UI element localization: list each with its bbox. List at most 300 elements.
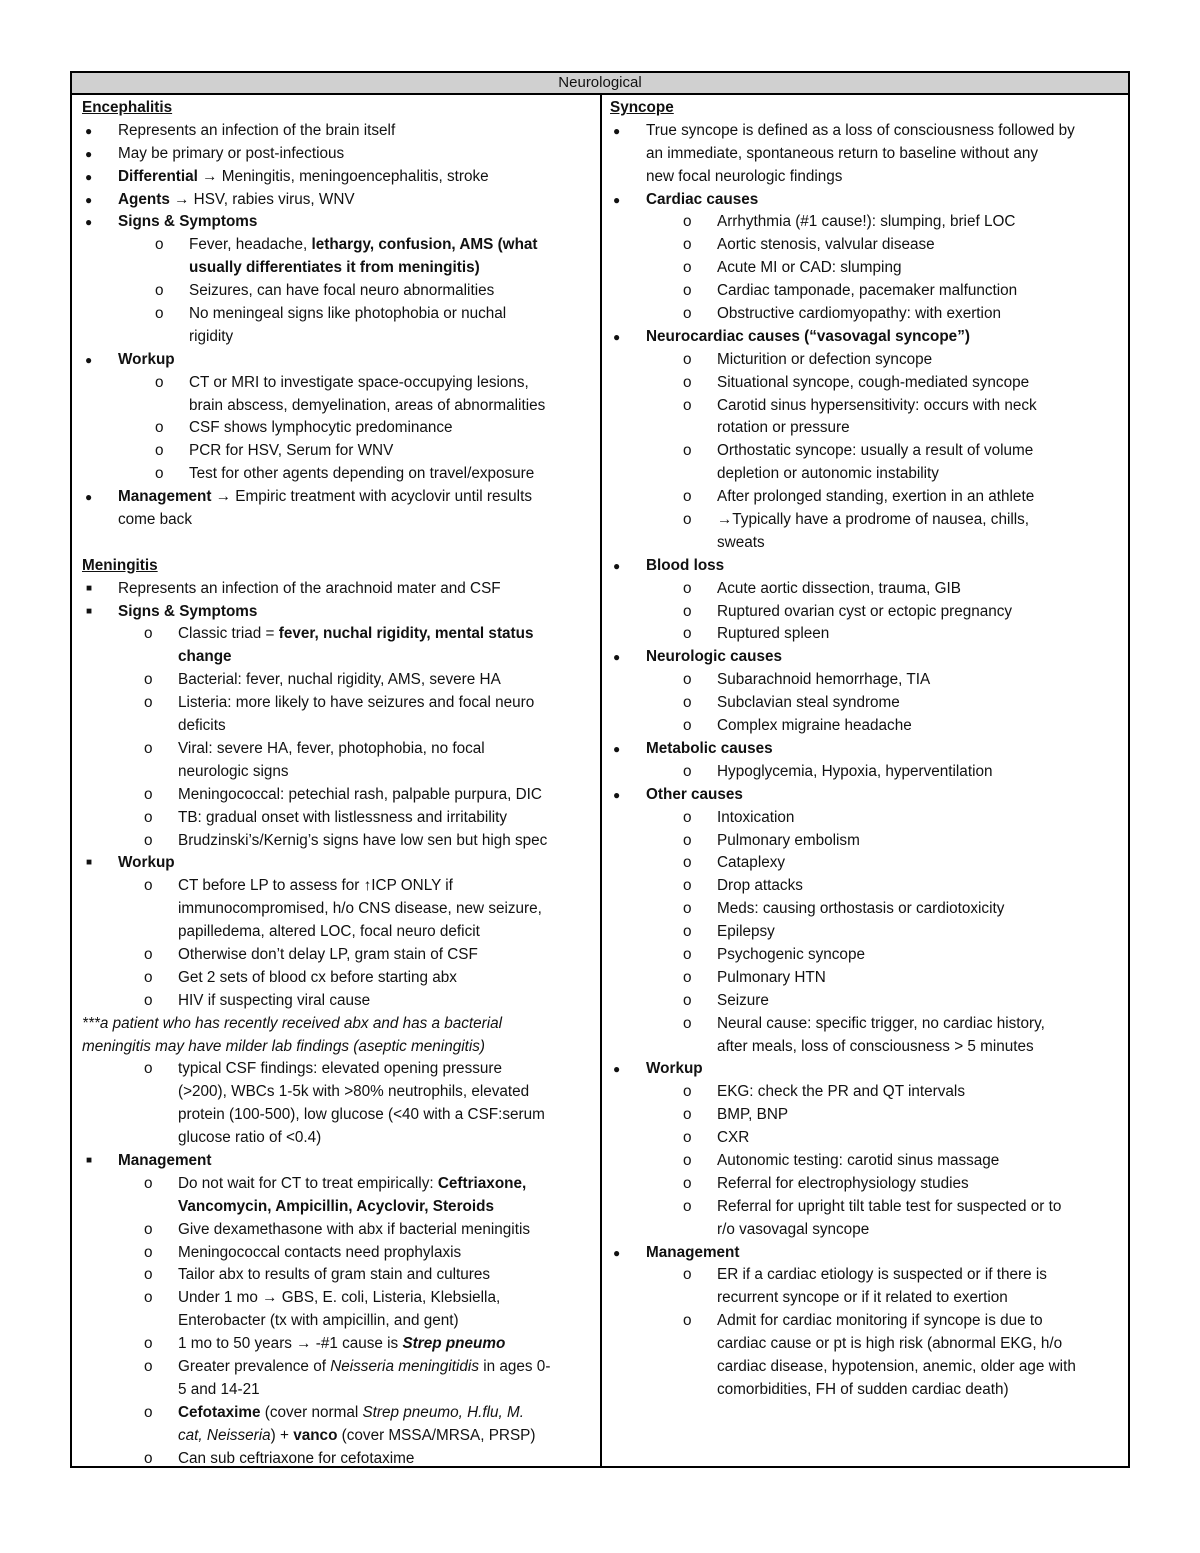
sub-bullet-icon: o — [144, 694, 153, 712]
line-text: 1 mo to 50 years → -#1 cause is — [178, 1335, 403, 1353]
sub-bullet-icon: o — [683, 213, 692, 231]
sub-bullet-icon: o — [683, 1197, 692, 1215]
sub-bullet-item — [82, 692, 594, 715]
line-text: Subclavian steal syndrome — [717, 694, 900, 712]
line-text: Strep pneumo, H.flu, M. — [362, 1403, 525, 1421]
bullet-icon: ● — [85, 146, 93, 161]
note-line — [82, 1013, 594, 1036]
line-text: Meds: causing orthostasis or cardiotoxicity — [717, 900, 1005, 918]
sub-bullet-item — [82, 280, 594, 303]
section-heading-text: Meningitis — [82, 556, 158, 574]
line-text: come back — [118, 511, 192, 529]
bullet-item — [82, 189, 594, 212]
line-text: Pulmonary embolism — [717, 831, 860, 849]
sub-bullet-item — [610, 280, 1122, 303]
line-text: Complex migraine headache — [717, 717, 912, 735]
line-text: depletion or autonomic instability — [717, 465, 939, 483]
line-text: Orthostatic syncope: usually a result of volume — [717, 442, 1034, 460]
sub-bullet-icon: o — [683, 1266, 692, 1284]
sub-bullet-icon: o — [144, 671, 153, 689]
sub-bullet-icon: o — [683, 671, 692, 689]
line-text: Test for other agents depending on travel/exposure — [189, 465, 535, 483]
sub-bullet-continuation — [610, 1356, 1122, 1379]
sub-bullet-item — [610, 944, 1122, 967]
line-text: Micturition or defection syncope — [717, 350, 933, 368]
line-text: Bacterial: fever, nuchal rigidity, AMS, severe HA — [178, 671, 501, 689]
sub-bullet-icon: o — [683, 694, 692, 712]
bullet-icon: ● — [85, 169, 93, 184]
sub-bullet-item — [82, 1219, 594, 1242]
line-text: Workup — [118, 854, 175, 872]
line-text: Can sub ceftriaxone for cefotaxime — [178, 1449, 415, 1466]
bullet-item — [82, 486, 594, 509]
sub-bullet-icon: o — [155, 373, 164, 391]
sub-bullet-icon: o — [683, 305, 692, 323]
line-text: Neurologic causes — [646, 648, 783, 666]
bullet-icon: ● — [613, 329, 621, 344]
section-heading-text: Encephalitis — [82, 99, 173, 116]
line-text: Intoxication — [717, 808, 795, 826]
line-text: in ages 0- — [478, 1357, 551, 1375]
sub-bullet-icon: o — [683, 808, 692, 826]
square-bullet-icon: ■ — [86, 582, 93, 594]
sub-bullet-icon: o — [683, 968, 692, 986]
line-text: Listeria: more likely to have seizures and focal neuro — [178, 694, 535, 712]
sub-bullet-item — [610, 623, 1122, 646]
line-text: vanco — [293, 1426, 338, 1444]
sub-bullet-continuation — [610, 463, 1122, 486]
sub-bullet-icon: o — [144, 1060, 153, 1078]
sub-bullet-item — [610, 1264, 1122, 1287]
line-text: Seizures, can have focal neuro abnormalities — [189, 282, 495, 300]
bullet-icon: ● — [613, 1062, 621, 1077]
bullet-icon: ● — [613, 650, 621, 665]
sub-bullet-continuation — [610, 1287, 1122, 1310]
sub-bullet-item — [610, 761, 1122, 784]
section-heading — [610, 97, 1122, 120]
bullet-icon: ● — [613, 123, 621, 138]
line-text: Epilepsy — [717, 923, 775, 941]
sub-bullet-icon: o — [683, 900, 692, 918]
sub-bullet-icon: o — [683, 831, 692, 849]
sub-bullet-item — [82, 738, 594, 761]
sub-bullet-item — [610, 234, 1122, 257]
line-text: recurrent syncope or if it related to exertion — [717, 1289, 1008, 1307]
sub-bullet-continuation — [610, 1219, 1122, 1242]
line-text: Represents an infection of the arachnoid mater and CSF — [118, 579, 501, 597]
line-text: Tailor abx to results of gram stain and cultures — [178, 1266, 491, 1284]
line-text: ER if a cardiac etiology is suspected or if there is — [717, 1266, 1047, 1284]
line-text: Obstructive cardiomyopathy: with exertion — [717, 305, 1001, 323]
line-text: Cardiac causes — [646, 190, 759, 208]
line-text: protein (100-500), low glucose (<40 with a CSF:serum — [178, 1106, 545, 1124]
line-text: Fever, headache, — [189, 236, 312, 254]
bullet-item — [610, 738, 1122, 761]
line-text: Workup — [118, 350, 175, 368]
sub-bullet-icon: o — [144, 1289, 153, 1307]
sub-bullet-icon: o — [144, 1357, 153, 1375]
line-text: BMP, BNP — [717, 1106, 789, 1124]
bullet-item — [82, 143, 594, 166]
bullet-item — [82, 166, 594, 189]
sub-bullet-item — [610, 967, 1122, 990]
line-text: immunocompromised, h/o CNS disease, new seizure, — [178, 900, 542, 918]
sub-bullet-item — [82, 669, 594, 692]
line-text: Situational syncope, cough-mediated syncope — [717, 373, 1030, 391]
line-text: Cardiac tamponade, pacemaker malfunction — [717, 282, 1018, 300]
line-text: Admit for cardiac monitoring if syncope is due to — [717, 1312, 1043, 1330]
bullet-icon: ● — [85, 123, 93, 138]
line-text: Otherwise don’t delay LP, gram stain of CSF — [178, 945, 478, 963]
sub-bullet-continuation — [82, 1081, 594, 1104]
bullet-item — [82, 1150, 594, 1173]
sub-bullet-item — [610, 601, 1122, 624]
line-text: Drop attacks — [717, 877, 803, 895]
sub-bullet-icon: o — [155, 442, 164, 460]
sub-bullet-item — [82, 1242, 594, 1265]
bullet-continuation — [610, 166, 1122, 189]
sub-bullet-item — [82, 1173, 594, 1196]
line-text: After prolonged standing, exertion in an athlete — [717, 488, 1035, 506]
sub-bullet-item — [610, 395, 1122, 418]
bullet-icon: ● — [85, 352, 93, 367]
sub-bullet-continuation — [82, 898, 594, 921]
bullet-icon: ● — [613, 558, 621, 573]
line-text: ) + — [270, 1426, 294, 1444]
bullet-icon: ● — [85, 215, 93, 230]
bullet-item — [82, 601, 594, 624]
sub-bullet-continuation — [82, 761, 594, 784]
sub-bullet-icon: o — [155, 465, 164, 483]
sub-bullet-continuation — [610, 1333, 1122, 1356]
line-text: Brudzinski’s/Kernig’s signs have low sen but high spec — [178, 831, 548, 849]
sub-bullet-icon: o — [683, 1174, 692, 1192]
line-text: Arrhythmia (#1 cause!): slumping, brief LOC — [717, 213, 1016, 231]
line-text: Autonomic testing: carotid sinus massage — [717, 1151, 1000, 1169]
sub-bullet-icon: o — [144, 785, 153, 803]
line-text: Ruptured spleen — [717, 625, 830, 643]
sub-bullet-icon: o — [683, 854, 692, 872]
bullet-item — [82, 120, 594, 143]
line-text: glucose ratio of <0.4) — [178, 1129, 322, 1147]
line-text: Strep pneumo — [402, 1335, 506, 1353]
sub-bullet-item — [82, 372, 594, 395]
sub-bullet-icon: o — [683, 717, 692, 735]
line-text: TB: gradual onset with listlessness and irritability — [178, 808, 508, 826]
sub-bullet-item — [610, 509, 1122, 532]
line-text: Acute aortic dissection, trauma, GIB — [717, 579, 962, 597]
sub-bullet-item — [82, 990, 594, 1013]
bullet-icon: ● — [85, 490, 93, 505]
sub-bullet-icon: o — [144, 1449, 153, 1466]
bullet-item — [610, 189, 1122, 212]
line-text: papilledema, altered LOC, focal neuro deficit — [178, 923, 480, 941]
sub-bullet-item — [82, 944, 594, 967]
sub-bullet-item — [82, 303, 594, 326]
sub-bullet-icon: o — [144, 1174, 153, 1192]
sub-bullet-icon: o — [144, 1220, 153, 1238]
line-text: neurologic signs — [178, 762, 289, 780]
line-text: meningitis may have milder lab findings (aseptic meningitis) — [82, 1037, 485, 1055]
line-text: usually differentiates it from meningitis) — [189, 259, 480, 277]
square-bullet-icon: ■ — [86, 605, 93, 617]
bullet-item — [610, 120, 1122, 143]
sub-bullet-item — [610, 830, 1122, 853]
sub-bullet-icon: o — [144, 1403, 153, 1421]
line-text: No meningeal signs like photophobia or nuchal — [189, 305, 507, 323]
line-text: brain abscess, demyelination, areas of abnormalities — [189, 396, 546, 414]
sub-bullet-icon: o — [683, 396, 692, 414]
sub-bullet-continuation — [82, 646, 594, 669]
bullet-item — [82, 349, 594, 372]
sub-bullet-icon: o — [155, 282, 164, 300]
sub-bullet-icon: o — [683, 945, 692, 963]
line-text: Blood loss — [646, 556, 725, 574]
line-text: cardiac disease, hypotension, anemic, older age with — [717, 1357, 1076, 1375]
sub-bullet-item — [610, 990, 1122, 1013]
square-bullet-icon: ■ — [86, 1154, 93, 1166]
bullet-continuation — [82, 509, 594, 532]
sub-bullet-item — [610, 1173, 1122, 1196]
sub-bullet-item — [610, 1127, 1122, 1150]
sub-bullet-item — [610, 1013, 1122, 1036]
line-text: comorbidities, FH of sudden cardiac death) — [717, 1380, 1009, 1398]
column-divider — [600, 95, 602, 1466]
line-text: cat, Neisseria — [178, 1426, 271, 1444]
sub-bullet-item — [82, 417, 594, 440]
line-text: PCR for HSV, Serum for WNV — [189, 442, 394, 460]
sub-bullet-icon: o — [683, 602, 692, 620]
sub-bullet-icon: o — [683, 488, 692, 506]
sub-bullet-icon: o — [683, 1312, 692, 1330]
line-text: CT or MRI to investigate space-occupying lesions, — [189, 373, 529, 391]
line-text: lethargy, confusion, AMS (what — [311, 236, 538, 254]
sub-bullet-icon: o — [155, 236, 164, 254]
sub-bullet-icon: o — [144, 739, 153, 757]
sub-bullet-item — [610, 1104, 1122, 1127]
line-text: Signs & Symptoms — [118, 213, 258, 231]
sub-bullet-item — [610, 921, 1122, 944]
sub-bullet-item — [82, 830, 594, 853]
line-text: Represents an infection of the brain itself — [118, 121, 396, 139]
line-text: r/o vasovagal syncope — [717, 1220, 870, 1238]
bullet-item — [610, 555, 1122, 578]
bullet-item — [610, 1058, 1122, 1081]
line-text: (cover MSSA/MRSA, PRSP) — [337, 1426, 536, 1444]
line-text: cardiac cause or pt is high risk (abnormal EKG, h/o — [717, 1335, 1063, 1353]
line-text: Management → — [118, 488, 236, 506]
line-text: Meningitis, meningoencephalitis, stroke — [221, 167, 489, 185]
line-text: CT before LP to assess for ↑ICP ONLY if — [178, 877, 453, 895]
sub-bullet-item — [610, 486, 1122, 509]
line-text: Subarachnoid hemorrhage, TIA — [717, 671, 931, 689]
line-text: Neural cause: specific trigger, no cardiac history, — [717, 1014, 1045, 1032]
line-text: →Typically have a prodrome of nausea, chills, — [717, 511, 1030, 529]
bullet-item — [610, 1242, 1122, 1265]
line-text: Vancomycin, Ampicillin, Acyclovir, Steroids — [178, 1197, 494, 1215]
line-text: deficits — [178, 717, 226, 735]
sub-bullet-icon: o — [683, 350, 692, 368]
line-text: Give dexamethasone with abx if bacterial meningitis — [178, 1220, 531, 1238]
sub-bullet-item — [82, 623, 594, 646]
line-text: change — [178, 648, 232, 666]
sub-bullet-item — [82, 440, 594, 463]
encephalitis-meningitis-column — [82, 97, 594, 1466]
sub-bullet-continuation — [82, 326, 594, 349]
bullet-icon: ● — [613, 192, 621, 207]
bullet-icon: ● — [613, 1245, 621, 1260]
line-text: ***a patient who has recently received abx and has a bacterial — [82, 1014, 503, 1032]
line-text: Workup — [646, 1060, 703, 1078]
line-text: Carotid sinus hypersensitivity: occurs with neck — [717, 396, 1037, 414]
sub-bullet-icon: o — [144, 625, 153, 643]
line-text: Aortic stenosis, valvular disease — [717, 236, 935, 254]
bullet-icon: ● — [613, 787, 621, 802]
line-text: Referral for upright tilt table test for suspected or to — [717, 1197, 1062, 1215]
sub-bullet-item — [610, 1310, 1122, 1333]
sub-bullet-item — [610, 875, 1122, 898]
bullet-item — [610, 784, 1122, 807]
sub-bullet-continuation — [82, 1104, 594, 1127]
sub-bullet-item — [82, 463, 594, 486]
sub-bullet-icon: o — [144, 831, 153, 849]
sub-bullet-icon: o — [683, 236, 692, 254]
sub-bullet-item — [610, 852, 1122, 875]
line-text: Ruptured ovarian cyst or ectopic pregnancy — [717, 602, 1013, 620]
bullet-item — [610, 326, 1122, 349]
sub-bullet-icon: o — [683, 442, 692, 460]
section-heading — [82, 555, 594, 578]
sub-bullet-continuation — [610, 1036, 1122, 1059]
sub-bullet-icon: o — [683, 1129, 692, 1147]
sub-bullet-item — [610, 692, 1122, 715]
sub-bullet-continuation — [610, 417, 1122, 440]
sub-bullet-continuation — [82, 257, 594, 280]
line-text: Management — [118, 1151, 212, 1169]
line-text: Agents → — [118, 190, 194, 208]
line-text: True syncope is defined as a loss of consciousness followed by — [646, 121, 1075, 139]
sub-bullet-item — [82, 807, 594, 830]
note-line — [82, 1036, 594, 1059]
line-text: EKG: check the PR and QT intervals — [717, 1083, 965, 1101]
line-text: Ceftriaxone, — [437, 1174, 527, 1192]
sub-bullet-icon: o — [683, 579, 692, 597]
sub-bullet-item — [610, 669, 1122, 692]
sub-bullet-icon: o — [155, 419, 164, 437]
line-text: Other causes — [646, 785, 743, 803]
sub-bullet-continuation — [82, 715, 594, 738]
sub-bullet-item — [610, 372, 1122, 395]
sub-bullet-icon: o — [683, 511, 692, 529]
sub-bullet-icon: o — [683, 282, 692, 300]
sub-bullet-item — [82, 1287, 594, 1310]
line-text: Management — [646, 1243, 740, 1261]
sub-bullet-item — [82, 234, 594, 257]
line-text: (cover normal — [260, 1403, 363, 1421]
line-text: Hypoglycemia, Hypoxia, hyperventilation — [717, 762, 993, 780]
line-text: new focal neurologic findings — [646, 167, 843, 185]
sub-bullet-icon: o — [683, 625, 692, 643]
sub-bullet-icon: o — [683, 923, 692, 941]
sub-bullet-item — [610, 440, 1122, 463]
square-bullet-icon: ■ — [86, 857, 93, 869]
sub-bullet-icon: o — [683, 762, 692, 780]
sub-bullet-item — [82, 1356, 594, 1379]
sub-bullet-item — [610, 578, 1122, 601]
line-text: rigidity — [189, 327, 234, 345]
sub-bullet-item — [610, 1081, 1122, 1104]
sub-bullet-continuation — [82, 921, 594, 944]
line-text: Signs & Symptoms — [118, 602, 258, 620]
sub-bullet-item — [610, 303, 1122, 326]
line-text: CXR — [717, 1129, 750, 1147]
sub-bullet-continuation — [82, 395, 594, 418]
sub-bullet-icon: o — [683, 1083, 692, 1101]
line-text: Neisseria meningitidis — [330, 1357, 479, 1375]
sub-bullet-continuation — [82, 1379, 594, 1402]
line-text: after meals, loss of consciousness > 5 minutes — [717, 1037, 1034, 1055]
sub-bullet-item — [610, 349, 1122, 372]
line-text: Viral: severe HA, fever, photophobia, no focal — [178, 739, 485, 757]
line-text: Empiric treatment with acyclovir until results — [235, 488, 532, 506]
section-heading-text: Syncope — [610, 99, 674, 116]
sub-bullet-item — [82, 784, 594, 807]
line-text: HSV, rabies virus, WNV — [193, 190, 355, 208]
line-text: Seizure — [717, 991, 769, 1009]
line-text: rotation or pressure — [717, 419, 850, 437]
line-text: an immediate, spontaneous return to baseline without any — [646, 144, 1039, 162]
sub-bullet-item — [610, 1150, 1122, 1173]
sub-bullet-icon: o — [683, 373, 692, 391]
sub-bullet-icon: o — [144, 808, 153, 826]
sub-bullet-icon: o — [144, 1335, 153, 1353]
notes-table — [70, 71, 1130, 1468]
line-text: Get 2 sets of blood cx before starting abx — [178, 968, 457, 986]
sub-bullet-item — [610, 257, 1122, 280]
line-text: Enterobacter (tx with ampicillin, and gent) — [178, 1312, 459, 1330]
bullet-icon: ● — [613, 741, 621, 756]
sub-bullet-item — [610, 807, 1122, 830]
bullet-item — [82, 211, 594, 234]
bullet-item — [610, 646, 1122, 669]
sub-bullet-icon: o — [155, 305, 164, 323]
line-text: Differential → — [118, 167, 222, 185]
spacer — [82, 532, 594, 555]
line-text: Do not wait for CT to treat empirically: — [178, 1174, 438, 1192]
sub-bullet-item — [82, 1448, 594, 1466]
sub-bullet-icon: o — [144, 968, 153, 986]
sub-bullet-icon: o — [683, 991, 692, 1009]
line-text: May be primary or post-infectious — [118, 144, 345, 162]
sub-bullet-item — [82, 1264, 594, 1287]
line-text: Metabolic causes — [646, 739, 773, 757]
sub-bullet-continuation — [82, 1425, 594, 1448]
line-text: Referral for electrophysiology studies — [717, 1174, 969, 1192]
syncope-column — [610, 97, 1122, 1466]
line-text: Greater prevalence of — [178, 1357, 331, 1375]
sub-bullet-continuation — [610, 532, 1122, 555]
line-text: Classic triad = — [178, 625, 279, 643]
sub-bullet-icon: o — [683, 259, 692, 277]
line-text: Acute MI or CAD: slumping — [717, 259, 902, 277]
sub-bullet-item — [82, 875, 594, 898]
sub-bullet-item — [610, 211, 1122, 234]
bullet-item — [82, 578, 594, 601]
line-text: Cefotaxime — [178, 1403, 261, 1421]
sub-bullet-icon: o — [144, 877, 153, 895]
sub-bullet-item — [82, 1402, 594, 1425]
line-text: HIV if suspecting viral cause — [178, 991, 371, 1009]
